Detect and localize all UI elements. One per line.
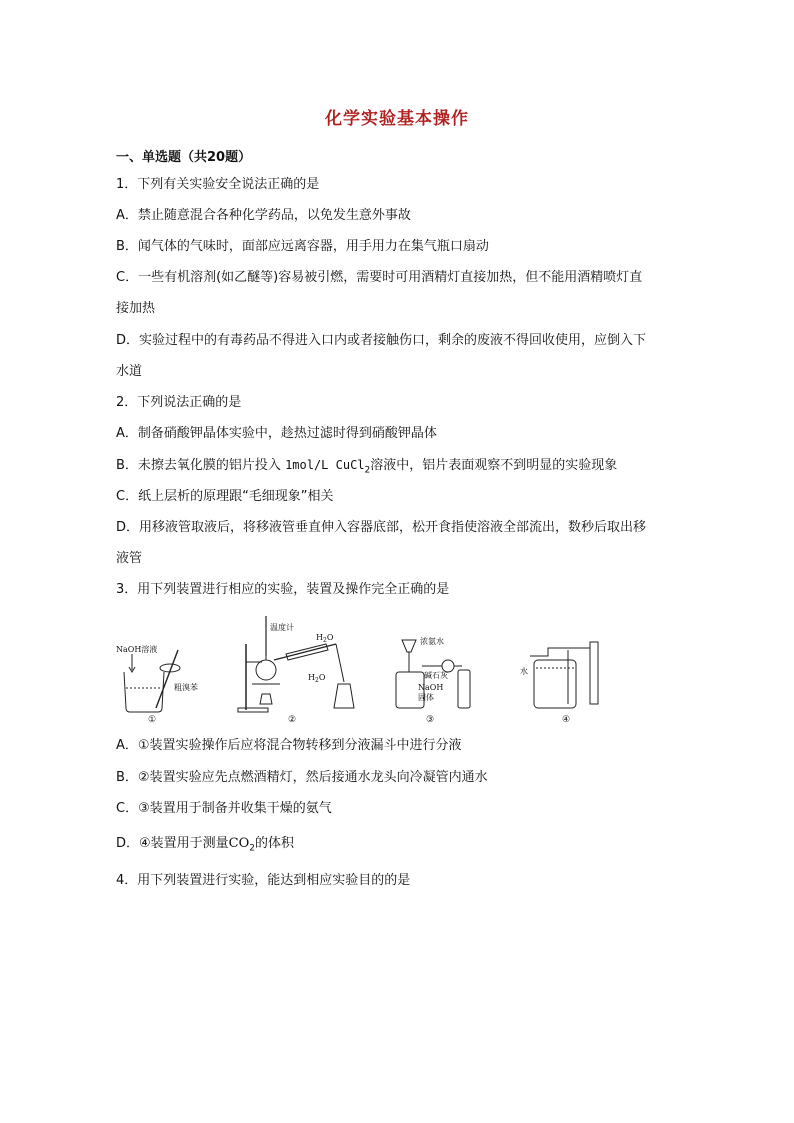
figure-number-3: ③ (426, 715, 435, 725)
adapter (336, 644, 344, 682)
measuring-cylinder (590, 642, 598, 704)
question-3-option-d (116, 836, 294, 857)
apparatus-3-ammonia (396, 636, 470, 725)
question-2-option-a: A．制备硝酸钾晶体实验中，趁热过滤时得到硝酸钾晶体 (116, 426, 437, 441)
receiving-flask (334, 684, 354, 708)
question-1-stem: 1．下列有关实验安全说法正确的是 (116, 177, 320, 192)
question-3-option-b: B．②装置实验应先点燃酒精灯，然后接通水龙头向冷凝管内通水 (116, 770, 488, 785)
label-concentrated-ammonia: 浓氨水 (420, 637, 444, 646)
figure-number-4: ④ (562, 715, 571, 725)
iron-stand-base (238, 708, 268, 712)
question-2-option-b-rest: 溶液中，铝片表面观察不到明显的实验现象 (370, 458, 618, 473)
question-3-option-d-rest: 的体积 (255, 836, 295, 851)
cucl2-concentration: 1mol/L CuCl (285, 458, 365, 472)
cucl2-subscript: 2 (364, 465, 371, 476)
beaker-outline (124, 672, 164, 712)
figure-number-1: ① (148, 715, 157, 725)
label-crude-bromobenzene: 粗溴苯 (174, 683, 198, 692)
question-2-option-d-line1: D．用移液管取液后，将移液管垂直伸入容器底部，松开食指使溶液全部流出，数秒后取出移 (116, 520, 647, 535)
separatory-funnel (402, 640, 416, 652)
question-1-option-d-line1: D．实验过程中的有毒药品不得进入口内或者接触伤口，剩余的废液不得回收使用，应倒入下 (116, 333, 647, 348)
question-3-option-d-text: D．④装置用于测量 (116, 836, 229, 851)
question-2-option-b (116, 457, 617, 479)
water-bottle (534, 660, 576, 708)
apparatus-2-distillation (238, 616, 354, 725)
question-3-stem: 3．用下列装置进行相应的实验，装置及操作完全正确的是 (116, 582, 450, 597)
apparatus-4-gas-measurement (520, 642, 598, 725)
section-heading: 一、单选题（共20题） (116, 150, 252, 165)
co2-subscript: 2 (249, 843, 256, 854)
label-water-out: $H_2O$ (316, 633, 334, 644)
label-thermometer: 温度计 (270, 623, 294, 632)
question-1-option-a: A．禁止随意混合各种化学药品，以免发生意外事故 (116, 208, 411, 223)
label-naoh: NaOH (418, 683, 444, 692)
question-3-option-c: C．③装置用于制备并收集干燥的氨气 (116, 801, 332, 816)
apparatus-1-beaker (116, 644, 198, 725)
apparatus-figure (112, 610, 612, 726)
apparatus-drawing (112, 610, 612, 726)
question-2-stem: 2．下列说法正确的是 (116, 395, 242, 410)
figure-number-2: ② (288, 715, 297, 725)
gas-inlet-tube (530, 648, 582, 656)
question-1-option-b: B．闻气体的气味时，面部应远离容器，用手用力在集气瓶口扇动 (116, 239, 489, 254)
co2-formula: CO (228, 836, 250, 851)
label-water: 水 (520, 667, 528, 676)
question-1-option-c-line1: C．一些有机溶剂(如乙醚等)容易被引燃，需要时可用酒精灯直接加热，但不能用酒精喷灯直 (116, 270, 643, 285)
page-title: 化学实验基本操作 (325, 109, 469, 129)
label-solid: 固体 (418, 693, 434, 702)
question-4-stem: 4．用下列装置进行实验，能达到相应实验目的的是 (116, 873, 411, 888)
question-1-option-d-line2: 水道 (116, 364, 143, 379)
alcohol-lamp (260, 694, 272, 704)
question-3-option-a: A．①装置实验操作后应将混合物转移到分液漏斗中进行分液 (116, 738, 462, 753)
question-1-option-c-line2: 接加热 (116, 301, 156, 316)
collection-cylinder (458, 670, 470, 708)
label-naoh-solution: NaOH溶液 (116, 645, 158, 654)
question-2-option-c: C．纸上层析的原理跟“毛细现象”相关 (116, 489, 334, 504)
label-water-in: $H_2O$ (308, 673, 326, 684)
question-2-option-b-text: B．未擦去氧化膜的铝片投入 (116, 458, 286, 473)
glass-rod (156, 650, 178, 708)
question-2-option-d-line2: 液管 (116, 551, 143, 566)
distillation-flask (256, 660, 276, 680)
label-soda-lime: 碱石灰 (424, 671, 448, 680)
